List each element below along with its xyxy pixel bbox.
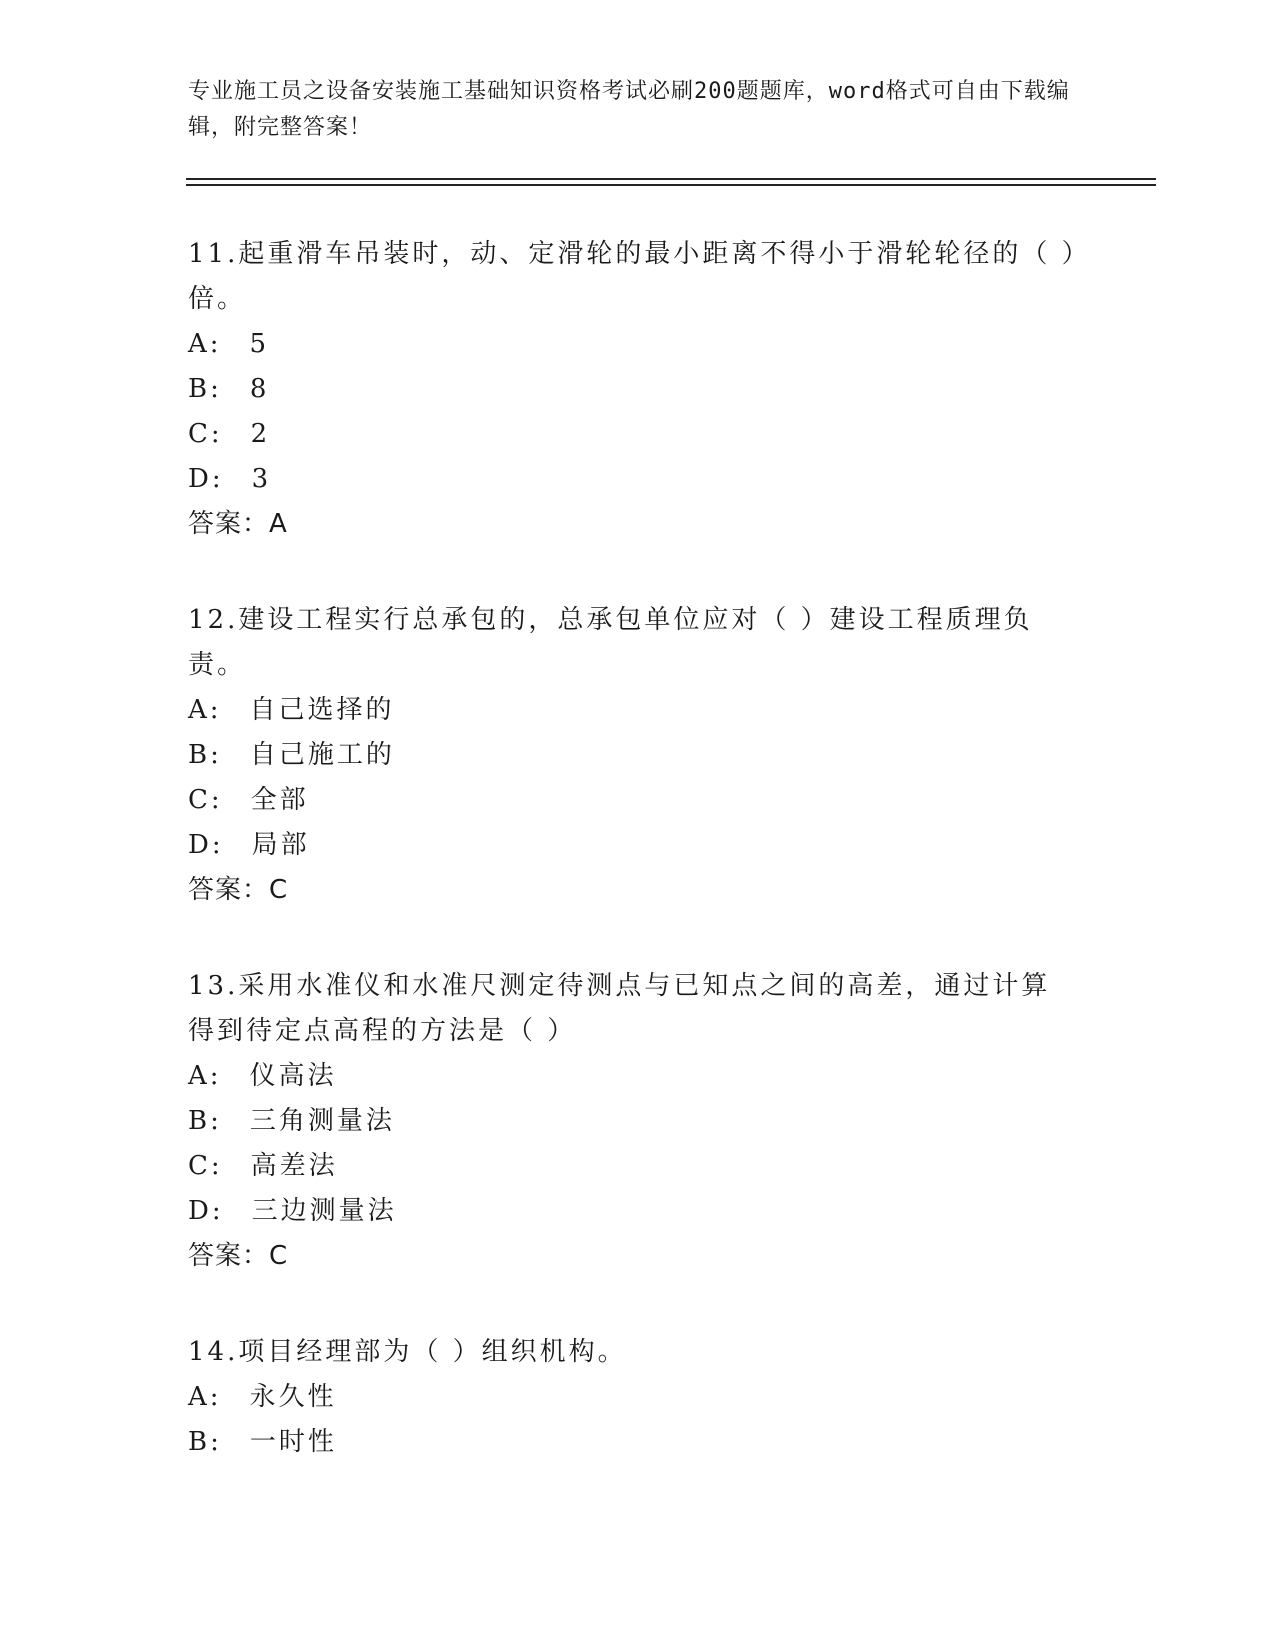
option-key: D: — [188, 1196, 224, 1226]
option-key: C: — [188, 419, 223, 449]
question-stem: 起重滑车吊装时，动、定滑轮的最小距离不得小于滑轮轮径的（ ）倍。 — [188, 239, 1078, 314]
option-value: 全部 — [250, 785, 309, 815]
question-stem: 建设工程实行总承包的，总承包单位应对（ ）建设工程质理负责。 — [188, 605, 1033, 680]
question-number: 11. — [188, 239, 239, 269]
option-key: A: — [188, 1382, 222, 1412]
option-key: B: — [188, 1427, 222, 1457]
header-divider-top — [186, 178, 1156, 180]
document-title: 专业施工员之设备安装施工基础知识资格考试必刷200题题库，word格式可自由下载编辑，附完整答案！ — [188, 79, 1070, 140]
option-a — [188, 1375, 1078, 1420]
question-number: 14. — [188, 1337, 239, 1367]
question-stem: 项目经理部为（ ）组织机构。 — [238, 1337, 627, 1367]
option-value: 局部 — [251, 830, 310, 860]
option-key: A: — [188, 1061, 222, 1091]
question-number: 13. — [188, 971, 239, 1001]
option-key: B: — [188, 1106, 222, 1136]
question-stem: 采用水准仪和水准尺测定待测点与已知点之间的高差，通过计算得到待定点高程的方法是（ ） — [188, 971, 1051, 1046]
question-12 — [188, 598, 1078, 913]
option-a — [188, 322, 1078, 367]
question-text — [188, 1330, 1078, 1375]
option-value: 5 — [249, 329, 270, 359]
option-value: 自己选择的 — [249, 695, 395, 725]
question-text — [188, 598, 1078, 688]
option-d — [188, 1189, 1078, 1234]
option-a — [188, 688, 1078, 733]
option-key: C: — [188, 1151, 223, 1181]
option-value: 永久性 — [249, 1382, 337, 1412]
question-number: 12. — [188, 605, 239, 635]
option-key: A: — [188, 329, 222, 359]
option-a — [188, 1054, 1078, 1099]
option-key: C: — [188, 785, 223, 815]
option-key: B: — [188, 374, 222, 404]
option-value: 仪高法 — [249, 1061, 337, 1091]
answer-line: 答案：C — [188, 1241, 289, 1271]
header-divider-bottom — [186, 184, 1156, 186]
question-text — [188, 232, 1078, 322]
document-header — [188, 74, 1088, 146]
option-c — [188, 778, 1078, 823]
question-13 — [188, 964, 1078, 1279]
option-key: D: — [188, 464, 224, 494]
option-value: 3 — [251, 464, 272, 494]
question-11 — [188, 232, 1078, 547]
option-b — [188, 733, 1078, 778]
option-c — [188, 1144, 1078, 1189]
option-b — [188, 1099, 1078, 1144]
option-key: A: — [188, 695, 222, 725]
option-value: 2 — [250, 419, 271, 449]
option-value: 一时性 — [249, 1427, 337, 1457]
option-key: D: — [188, 830, 224, 860]
answer-line: 答案：A — [188, 509, 288, 539]
option-d — [188, 823, 1078, 868]
option-value: 三角测量法 — [249, 1106, 395, 1136]
option-d — [188, 457, 1078, 502]
question-14 — [188, 1330, 1078, 1465]
option-key: B: — [188, 740, 222, 770]
answer-line: 答案：C — [188, 875, 289, 905]
option-b — [188, 367, 1078, 412]
question-text — [188, 964, 1078, 1054]
option-value: 高差法 — [250, 1151, 338, 1181]
option-value: 8 — [249, 374, 270, 404]
option-b — [188, 1420, 1078, 1465]
option-value: 三边测量法 — [251, 1196, 397, 1226]
option-value: 自己施工的 — [249, 740, 395, 770]
option-c — [188, 412, 1078, 457]
